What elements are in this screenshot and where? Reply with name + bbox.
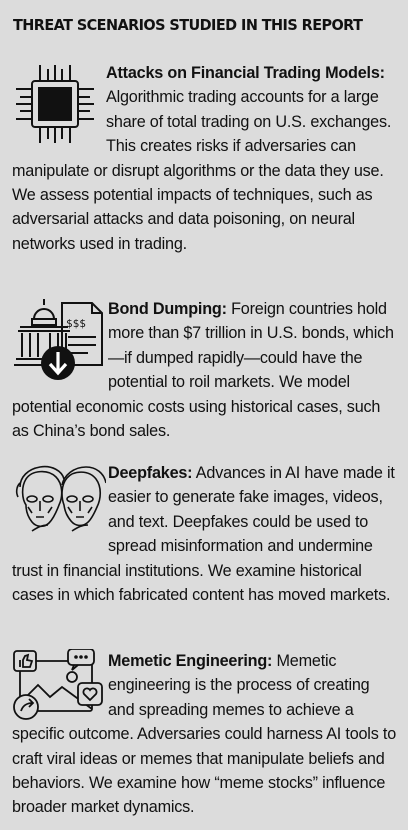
svg-text:$$$: $$$ <box>66 317 86 330</box>
section-title: Bond Dumping: <box>108 300 227 318</box>
section-bond-dumping <box>12 297 398 443</box>
panel-heading: THREAT SCENARIOS STUDIED IN THIS REPORT <box>13 16 363 34</box>
social-media-icon <box>12 649 106 725</box>
chip-icon <box>12 61 98 147</box>
section-trading-models <box>12 61 398 256</box>
section-text: Foreign countries hold more than $7 trillion in U.S. bonds, which—if dumped rapidly—could have the potential to roil markets. We model potential economic costs using historical cases, such as China’s bond sales. <box>12 300 394 441</box>
section-title: Memetic Engineering: <box>108 652 273 670</box>
deepfake-faces-icon <box>12 461 106 541</box>
section-title: Attacks on Financial Trading Models: <box>106 64 385 82</box>
section-text: Advances in AI have made it easier to generate fake images, videos, and text. Deepfakes could be used to spread misinformation and undermine trust in financial institutions. We examine historical cases in which fabricated content has moved markets. <box>12 464 395 605</box>
bond-dumping-icon <box>12 297 104 387</box>
section-memetic-engineering <box>12 649 398 820</box>
section-text: Algorithmic trading accounts for a large share of total trading on U.S. exchanges. This creates risks if adversaries can manipulate or disrupt algorithms or the data they use. We assess potential impacts of techniques, such as adversarial attacks and data poisoning, on neural networks used in trading. <box>12 88 392 253</box>
section-deepfakes <box>12 461 398 607</box>
section-text: Memetic engineering is the process of creating and spreading memes to achieve a specific outcome. Adversaries could harness AI tools to craft viral ideas or memes that manipulate beliefs and behaviors. We examine how “meme stocks” influence broader market dynamics. <box>12 652 396 817</box>
section-title: Deepfakes: <box>108 464 193 482</box>
